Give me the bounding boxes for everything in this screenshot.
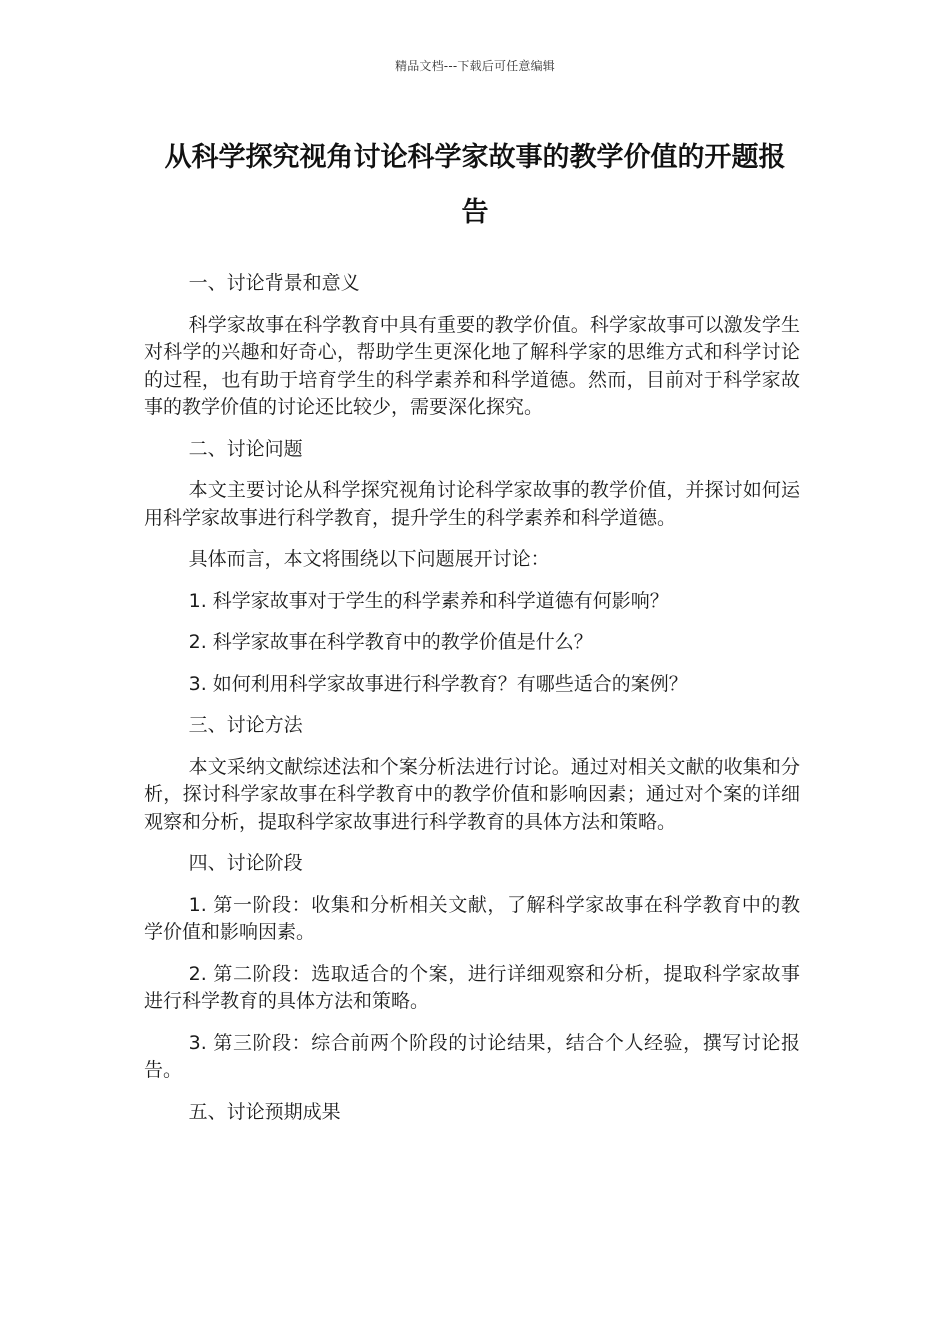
paragraph-questions-intro: 本文主要讨论从科学探究视角讨论科学家故事的教学价值，并探讨如何运用科学家故事进行科学教育，提升学生的科学素养和科学道德。 bbox=[144, 479, 800, 529]
paragraph-methods: 本文采纳文献综述法和个案分析法进行讨论。通过对相关文献的收集和分析，探讨科学家故事在科学教育中的教学价值和影响因素；通过对个案的详细观察和分析，提取科学家故事进行科学教育的具体方法和策略。 bbox=[144, 755, 800, 833]
document-title-line-1: 从科学探究视角讨论科学家故事的教学价值的开题报 bbox=[164, 142, 786, 173]
section-heading-background: 一、讨论背景和意义 bbox=[188, 272, 360, 294]
document-title bbox=[140, 130, 810, 240]
section-heading-stages: 四、讨论阶段 bbox=[188, 852, 303, 874]
question-item-1: 1. 科学家故事对于学生的科学素养和科学道德有何影响？ bbox=[188, 589, 669, 612]
stage-item-2: 2. 第二阶段：选取适合的个案，进行详细观察和分析，提取科学家故事进行科学教育的具体方法和策略。 bbox=[144, 962, 800, 1012]
section-heading-expected-results: 五、讨论预期成果 bbox=[188, 1100, 341, 1123]
section-heading-questions: 二、讨论问题 bbox=[188, 437, 303, 460]
question-item-3: 3. 如何利用科学家故事进行科学教育？有哪些适合的案例？ bbox=[188, 672, 688, 695]
paragraph-questions-lead: 具体而言，本文将围绕以下问题展开讨论： bbox=[188, 548, 550, 570]
paragraph-background: 科学家故事在科学教育中具有重要的教学价值。科学家故事可以激发学生对科学的兴趣和好奇心，帮助学生更深化地了解科学家的思维方式和科学讨论的过程，也有助于培育学生的科学素养和科学道德。然而，目前对于科学家故事的教学价值的讨论还比较少，需要深化探究。 bbox=[144, 313, 800, 418]
page-header-note: 精品文档---下载后可任意编辑 bbox=[395, 59, 555, 73]
document-body bbox=[144, 270, 800, 1140]
document-title-line-2: 告 bbox=[461, 197, 489, 228]
question-item-2: 2. 科学家故事在科学教育中的教学价值是什么？ bbox=[188, 631, 593, 653]
stage-item-1: 1. 第一阶段：收集和分析相关文献，了解科学家故事在科学教育中的教学价值和影响因素。 bbox=[144, 893, 800, 943]
stage-item-3: 3. 第三阶段：综合前两个阶段的讨论结果，结合个人经验，撰写讨论报告。 bbox=[144, 1031, 800, 1081]
section-heading-methods: 三、讨论方法 bbox=[188, 714, 303, 736]
